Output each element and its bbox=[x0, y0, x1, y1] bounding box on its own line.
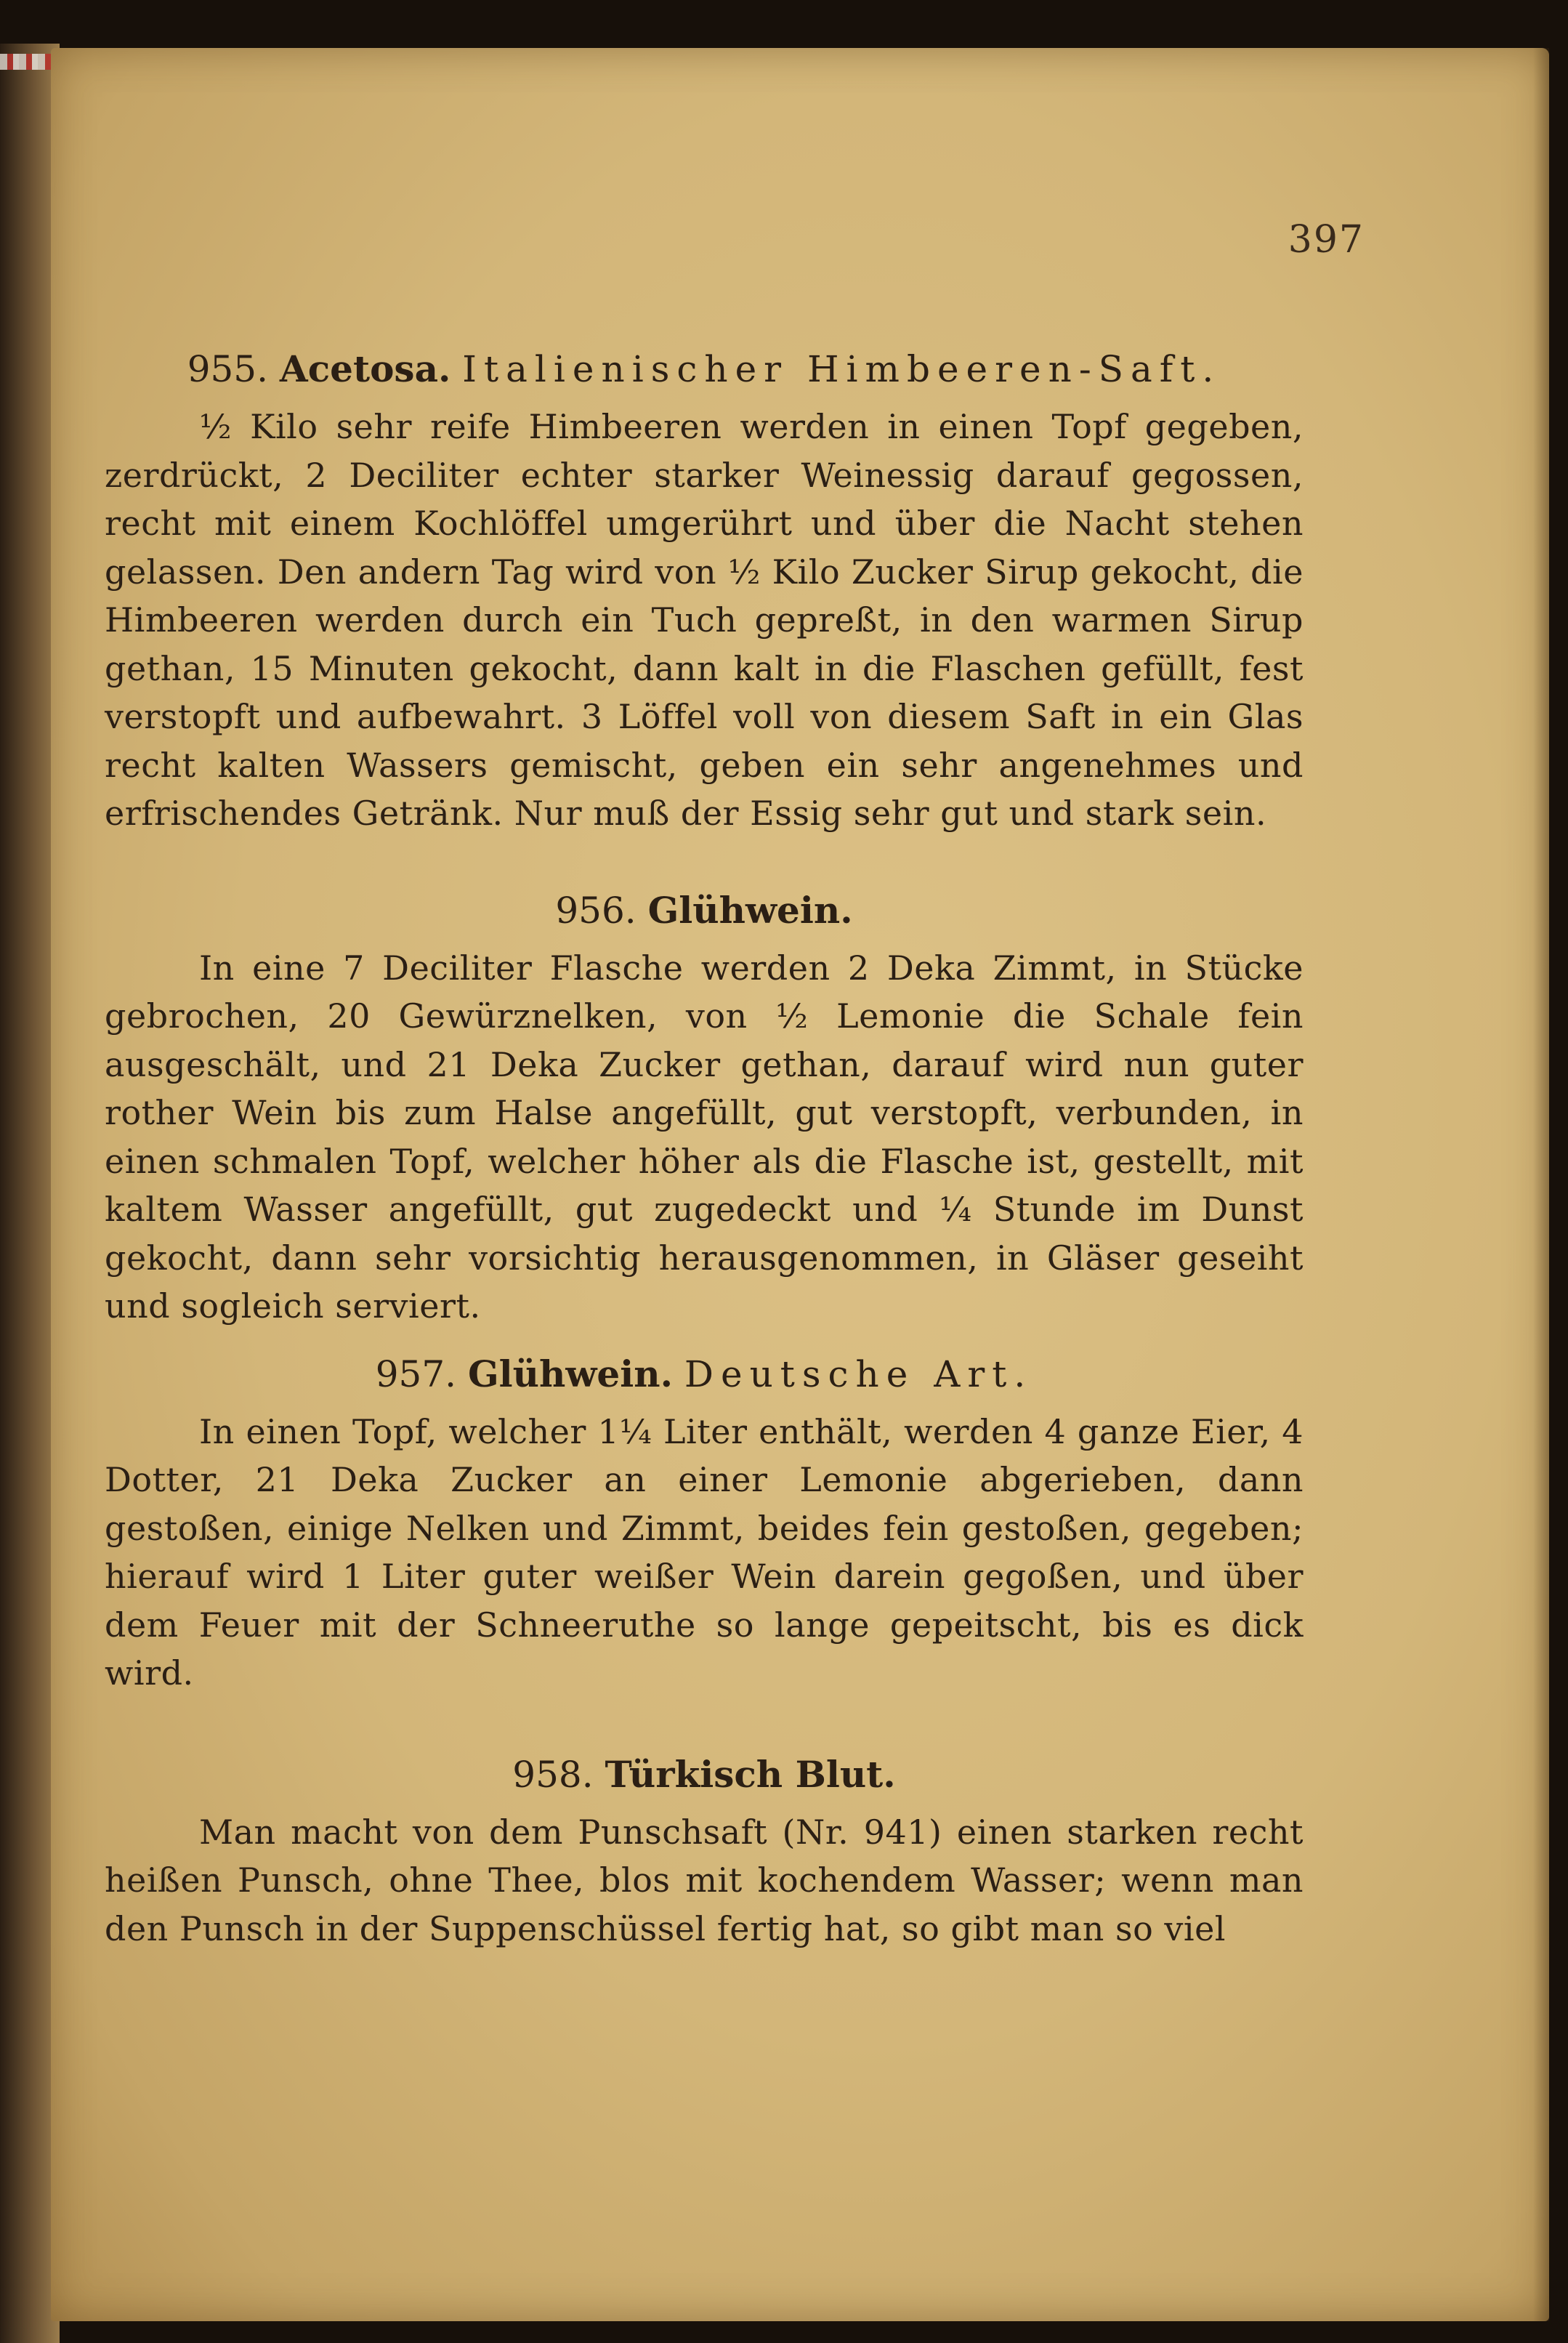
page-edge-shadow bbox=[1533, 48, 1549, 2321]
recipe-text: In einen Topf, welcher 1¼ Liter enthält, werden 4 ganze Eier, 4 Dotter, 21 Deka Zucker an einer Lemonie abgerieben, dann gestoßen, einige Nelken und Zimmt, beides fein gestoßen, gegeben; hierauf wird 1 Liter guter weißer Wein darein gegoßen, und über dem Feuer mit der Schneeruthe so lange gepeitscht, bis es dick wird. bbox=[105, 1411, 1304, 1693]
recipe-number: 955. bbox=[187, 348, 269, 390]
section-spacer bbox=[105, 1331, 1304, 1347]
recipe-heading bbox=[105, 342, 1304, 397]
recipe-title: Acetosa. bbox=[279, 347, 451, 390]
recipe-title: Glühwein. bbox=[467, 1352, 673, 1395]
recipe-title: Glühwein. bbox=[647, 888, 853, 932]
page-number: 397 bbox=[1288, 218, 1365, 262]
recipe-subtitle: Deutsche Art. bbox=[684, 1352, 1033, 1395]
recipe-entry-958 bbox=[105, 1747, 1304, 1953]
recipe-subtitle: Italienischer Himbeeren-Saft. bbox=[462, 348, 1221, 390]
recipe-entry-955 bbox=[105, 342, 1304, 838]
recipe-text: ½ Kilo sehr reife Himbeeren werden in einen Topf gegeben, zerdrückt, 2 Deciliter echter starker Weinessig darauf gegossen, recht mit einem Kochlöffel umgerührt und über die Nacht stehen gelassen. Den andern Tag wird von ½ Kilo Zucker Sirup gekocht, die Himbeeren werden durch ein Tuch gepreßt, in den warmen Sirup gethan, 15 Minuten gekocht, dann kalt in die Flaschen gefüllt, fest verstopft und aufbewahrt. 3 Löffel voll von diesem Saft in ein Glas recht kalten Wassers gemischt, geben ein sehr angenehmes und erfrischendes Getränk. Nur muß der Essig sehr gut und stark sein. bbox=[105, 407, 1304, 833]
recipe-heading bbox=[105, 1347, 1304, 1402]
recipe-title: Türkisch Blut. bbox=[605, 1752, 896, 1796]
recipe-number: 957. bbox=[375, 1352, 457, 1395]
recipe-text: In eine 7 Deciliter Flasche werden 2 Deka Zimmt, in Stücke gebrochen, 20 Gewürznelken, von ½ Lemonie die Schale fein ausgeschält, und 21 Deka Zucker gethan, darauf wird nun guter rother Wein bis zum Halse angefüllt, gut verstopft, verbunden, in einen schmalen Topf, welcher höher als die Flasche ist, gestellt, mit kaltem Wasser angefüllt, gut zugedeckt und ¼ Stunde im Dunst gekocht, dann sehr vorsichtig herausgenommen, in Gläser geseiht und sogleich serviert. bbox=[105, 948, 1304, 1326]
recipe-number: 958. bbox=[512, 1753, 594, 1796]
section-spacer bbox=[105, 838, 1304, 883]
recipe-heading bbox=[105, 883, 1304, 938]
recipe-heading bbox=[105, 1747, 1304, 1802]
recipe-text: Man macht von dem Punschsaft (Nr. 941) einen starken recht heißen Punsch, ohne Thee, blos mit kochendem Wasser; wenn man den Punsch in der Suppenschüssel fertig hat, so gibt man so viel bbox=[105, 1812, 1304, 1948]
recipe-entry-957 bbox=[105, 1347, 1304, 1698]
page-text bbox=[105, 218, 1304, 1953]
section-spacer bbox=[105, 1698, 1304, 1747]
recipe-entry-956 bbox=[105, 883, 1304, 1331]
recipe-number: 956. bbox=[555, 889, 637, 932]
